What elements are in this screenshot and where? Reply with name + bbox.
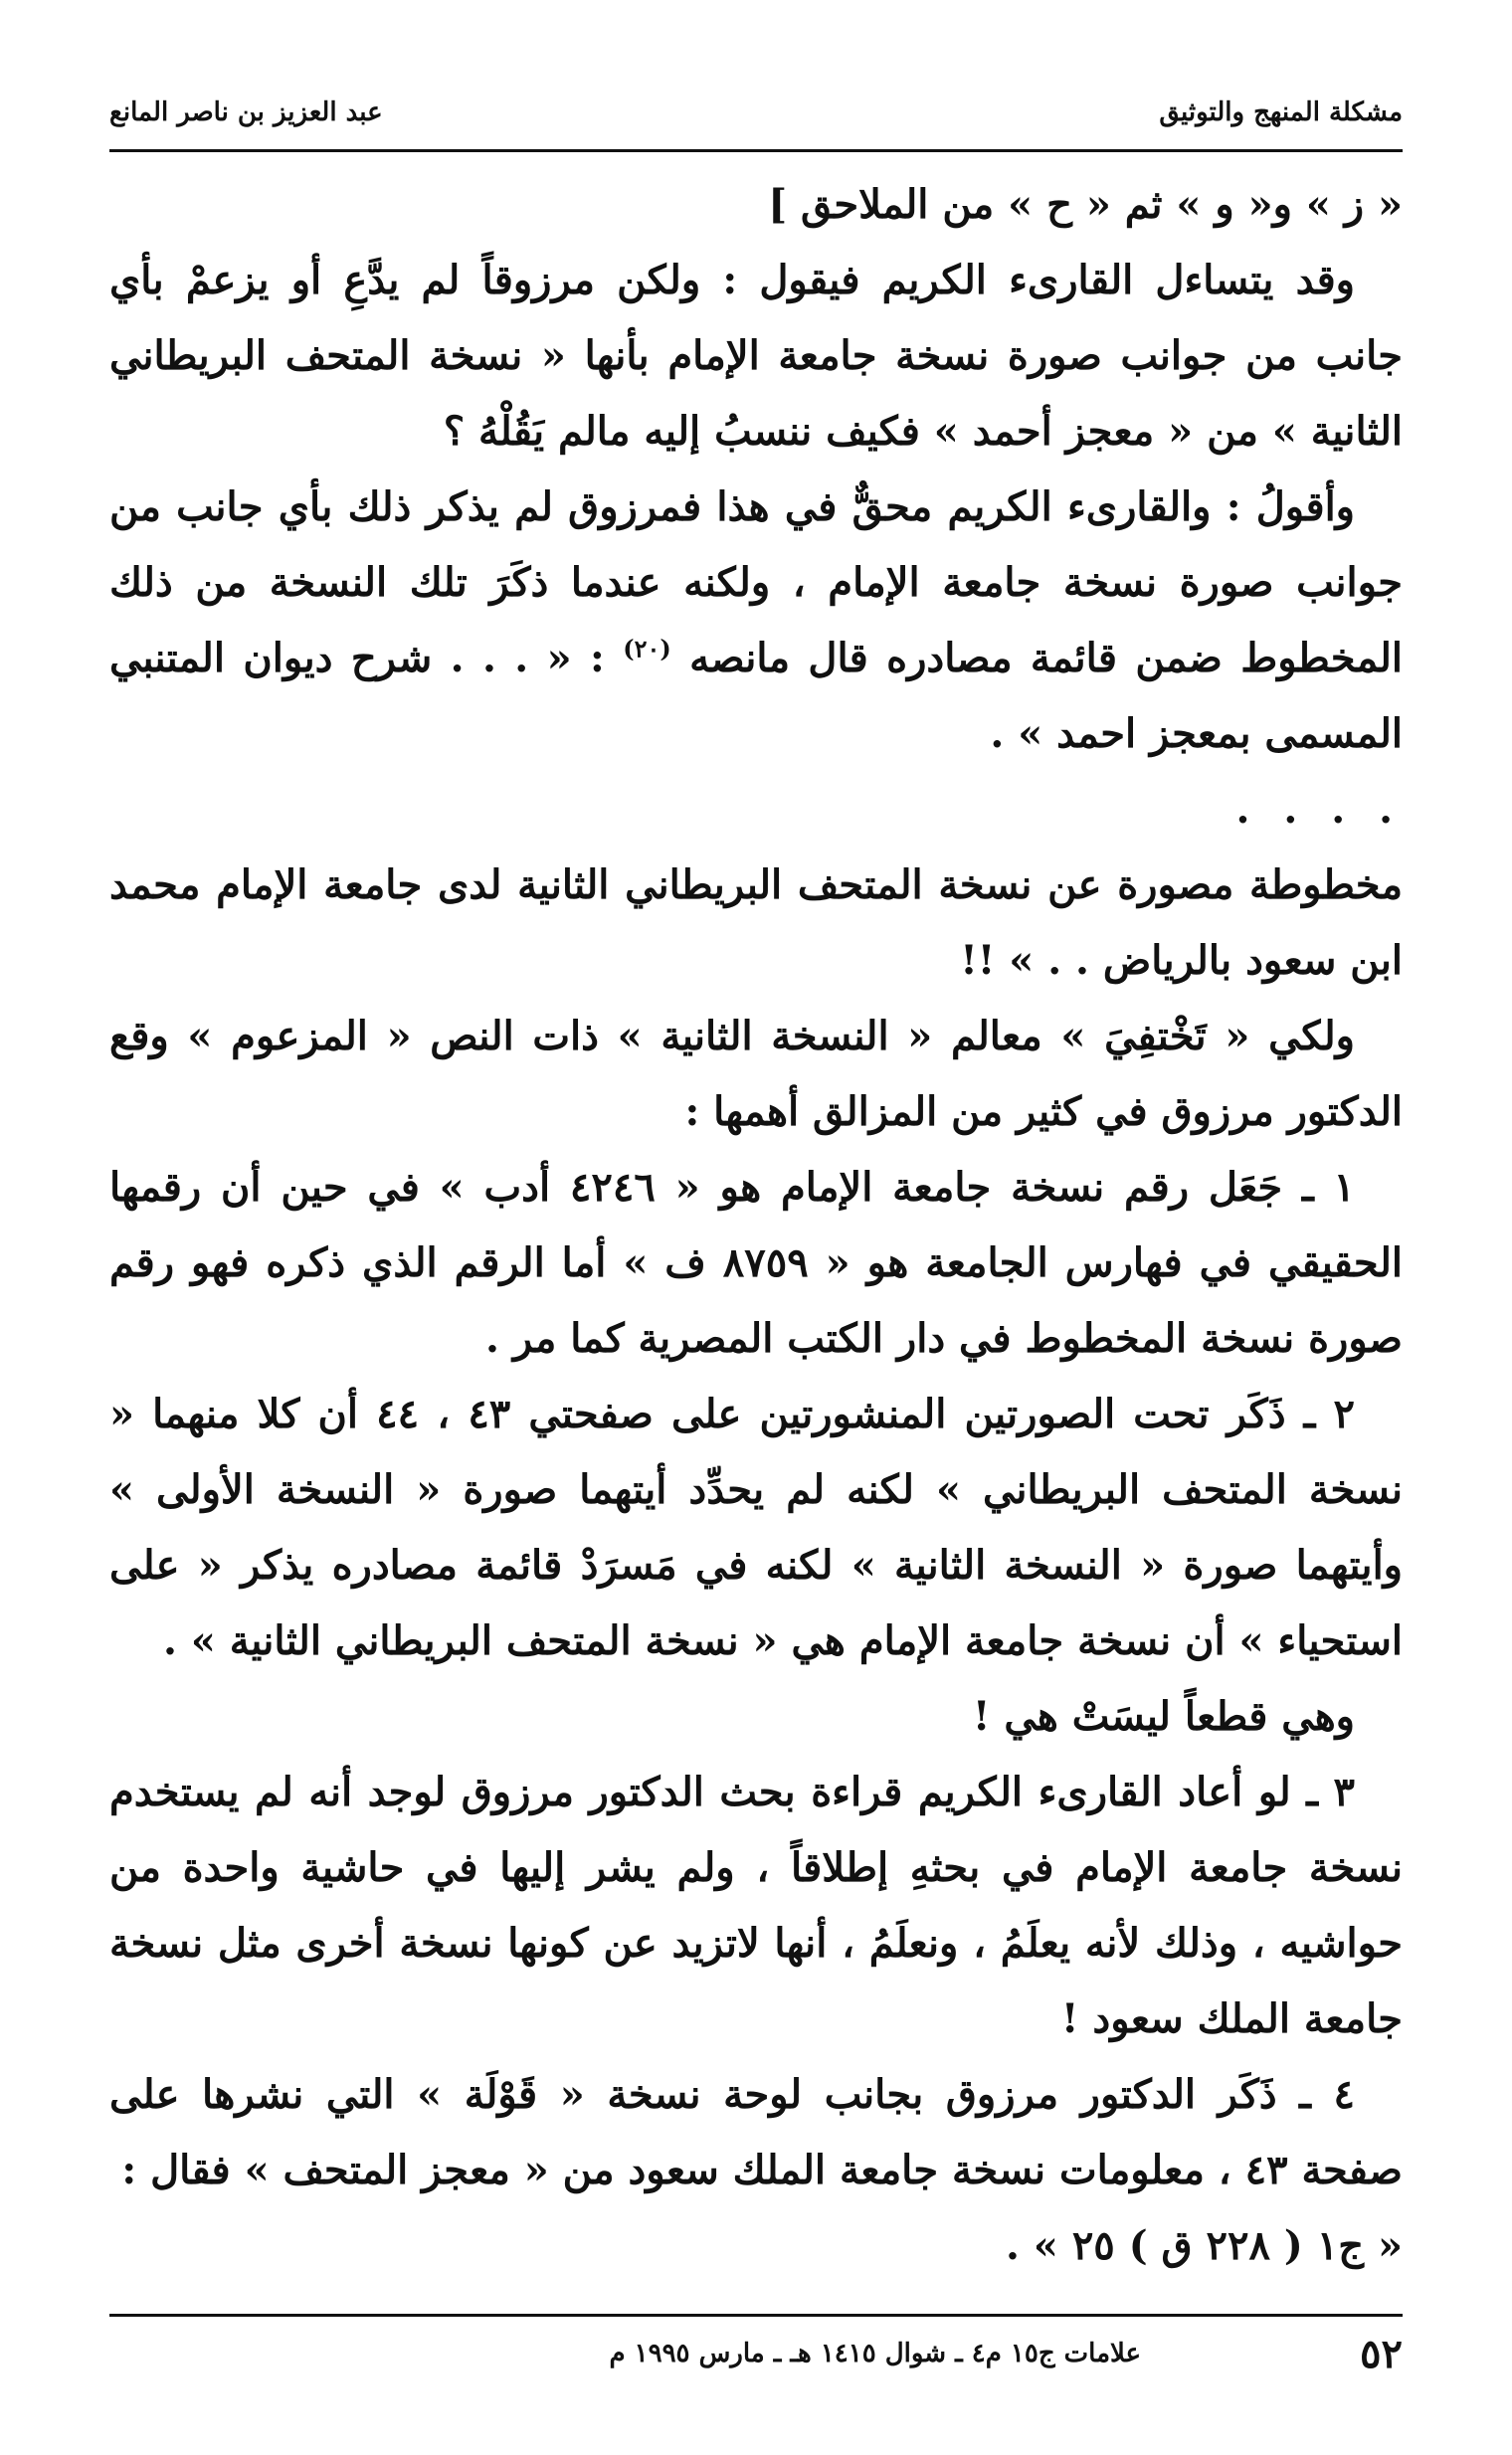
list-item-2: ٢ ـ ذَكَر تحت الصورتين المنشورتين على صفحتي ٤٣ ، ٤٤ أن كلا منهما « نسخة المتحف البريطاني » لكنه لم يحدِّد أيتهما صورة « النسخة الأولى » وأيتهما صورة « النسخة الثانية » لكنه في مَسرَدْ قائمة مصادره يذكر « على استحياء » أن نسخة جامعة الإمام هي « نسخة المتحف البريطاني الثانية » . xyxy=(109,1391,1403,1664)
body-text xyxy=(109,167,1403,2284)
running-head xyxy=(109,88,1403,137)
paragraph-4: مخطوطة مصورة عن نسخة المتحف البريطاني الثانية لدى جامعة الإمام محمد ابن سعود بالرياض . . » !! xyxy=(109,861,1403,984)
paragraph-3 xyxy=(109,470,1403,772)
ellipsis-line: . . . . xyxy=(1235,786,1403,833)
paragraph-11: « ج١ ( ٢٢٨ ق ) ٢٥ » . xyxy=(1006,2222,1403,2269)
publication-info: علامات ج١٥ م٤ ـ شوال ١٤١٥ هـ ـ مارس ١٩٩٥ م xyxy=(609,2339,1142,2368)
paragraph-3-quote: : « . . . شرح ديوان المتنبي المسمى بمعجز احمد » . xyxy=(109,635,1403,757)
list-item-4: ٤ ـ ذَكَر الدكتور مرزوق بجانب لوحة نسخة « قَوْلَة » التي نشرها على صفحة ٤٣ ، معلومات نسخة جامعة الملك سعود من « معجز المتحف » فقال : xyxy=(109,2071,1403,2193)
list-item-1: ١ ـ جَعَل رقم نسخة جامعة الإمام هو « ٤٢٤٦ أدب » في حين أن رقمها الحقيقي في فهارس الجامعة هو « ٨٧٥٩ ف » أما الرقم الذي ذكره فهو رقم صورة نسخة المخطوط في دار الكتب المصرية كما مر . xyxy=(109,1164,1403,1362)
paragraph-1: « ز » و« و » ثم « ح » من الملاحق ] xyxy=(768,181,1403,228)
footer-rule xyxy=(109,2314,1403,2317)
page-footer xyxy=(109,2324,1403,2383)
page-number: ٥٢ xyxy=(1360,2330,1403,2377)
paragraph-8: وهي قطعاً ليسَتْ هي ! xyxy=(972,1693,1355,1740)
paragraph-3-text: وأقولُ : والقارىء الكريم محقٌّ في هذا فمرزوق لم يذكر ذلك بأي جانب من جوانب صورة نسخة جامعة الإمام ، ولكنه عندما ذكَرَ تلك النسخة من ذلك المخطوط ضمن قائمة مصادره قال مانصه xyxy=(109,483,1403,681)
running-head-title: مشكلة المنهج والتوثيق xyxy=(1159,97,1403,127)
paragraph-2: وقد يتساءل القارىء الكريم فيقول : ولكن مرزوقاً لم يدَّعِ أو يزعمْ بأي جانب من جوانب صورة نسخة جامعة الإمام بأنها « نسخة المتحف البريطاني الثانية » من « معجز أحمد » فكيف ننسبُ إليه مالم يَقُلْهُ ؟ xyxy=(109,257,1403,455)
running-head-author: عبد العزيز بن ناصر المانع xyxy=(109,97,383,127)
header-rule xyxy=(109,149,1403,152)
paragraph-5: ولكي « تَخْتفِيَ » معالم « النسخة الثانية » ذات النص « المزعوم » وقع الدكتور مرزوق في كثير من المزالق أهمها : xyxy=(109,1013,1403,1135)
footnote-marker: (٢٠) xyxy=(623,634,671,663)
list-item-3: ٣ ـ لو أعاد القارىء الكريم قراءة بحث الدكتور مرزوق لوجد أنه لم يستخدم نسخة جامعة الإمام في بحثهِ إطلاقاً ، ولم يشر إليها في حاشية واحدة من حواشيه ، وذلك لأنه يعلَمُ ، ونعلَمُ ، أنها لاتزيد عن كونها نسخة أخرى مثل نسخة جامعة الملك سعود ! xyxy=(109,1769,1403,2042)
